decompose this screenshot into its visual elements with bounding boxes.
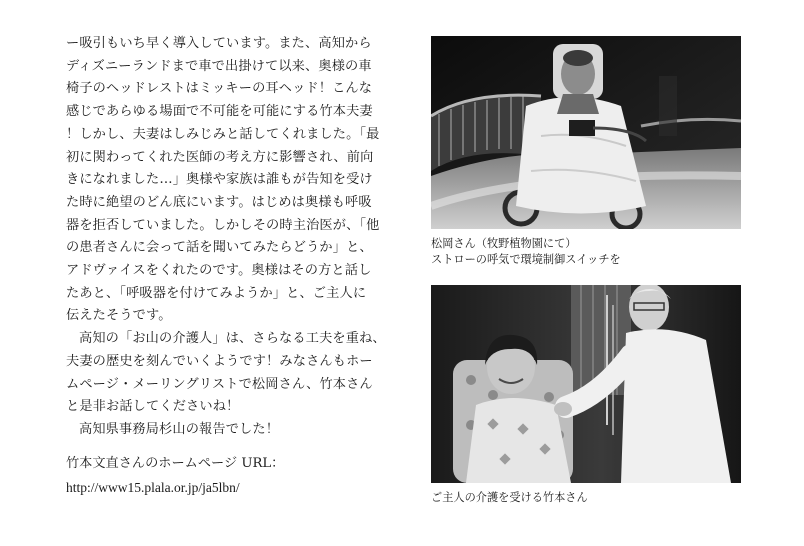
photo-takemoto xyxy=(431,285,741,483)
homepage-block xyxy=(66,452,386,500)
article-line: 器を拒否していました。しかしその時主治医が、「他 xyxy=(66,217,380,233)
article-line: た時に絶望のどん底にいます。はじめは奥様も呼吸 xyxy=(66,194,372,210)
article-line: 椅子のヘッドレストはミッキーの耳ヘッド！こんな xyxy=(66,81,373,97)
article-line: 感じであらゆる場面で不可能を可能にする竹本夫妻 xyxy=(66,104,373,120)
article-line: たあと、「呼吸器を付けてみようか」と、ご主人に xyxy=(66,285,367,301)
article-line: 夫妻の歴史を刻んでいくようです！みなさんもホー xyxy=(66,353,373,369)
article-line: 高知の「お山の介護人」は、さらなる工夫を重ね、 xyxy=(79,331,386,347)
article-line: ！しかし、夫妻はしみじみと話してくれました。「最 xyxy=(66,126,380,142)
photo2-caption xyxy=(431,490,588,506)
photo-matsuoka xyxy=(431,36,741,229)
article-line: きになれました…」奥様や家族は誰もが告知を受け xyxy=(66,172,373,188)
article-line: ディズニーランドまで車で出掛けて以来、奥様の車 xyxy=(66,58,372,74)
article-line: と是非お話してくださいね！ xyxy=(66,399,240,415)
photo2-caption-line1: ご主人の介護を受ける竹本さん xyxy=(431,491,588,504)
article-column xyxy=(66,33,386,500)
article-body xyxy=(66,33,386,442)
photo1-caption-line1: 松岡さん（牧野植物園にて） xyxy=(431,237,577,250)
article-line: ムページ・メーリングリストで松岡さん、竹本さん xyxy=(66,376,373,392)
homepage-label: 竹本文直さんのホームページ URL： xyxy=(66,455,285,471)
article-line: アドヴァイスをくれたのです。奥様はその方と話し xyxy=(66,263,372,279)
homepage-url-link[interactable]: http://www15.plala.or.jp/ja5lbn/ xyxy=(66,479,240,495)
photo1-caption xyxy=(431,236,621,268)
photo1-caption-line2: ストローの呼気で環境制御スイッチを xyxy=(431,253,621,266)
article-line: ー吸引もいち早く導入しています。また、高知から xyxy=(66,36,372,51)
article-line: 初に関わってくれた医師の考え方に影響され、前向 xyxy=(66,149,374,165)
article-line: の患者さんに会って話を聞いてみたらどうか」と、 xyxy=(66,240,373,256)
article-line: 高知県事務局杉山の報告でした！ xyxy=(79,421,280,437)
article-line: 伝えたそうです。 xyxy=(66,308,172,324)
